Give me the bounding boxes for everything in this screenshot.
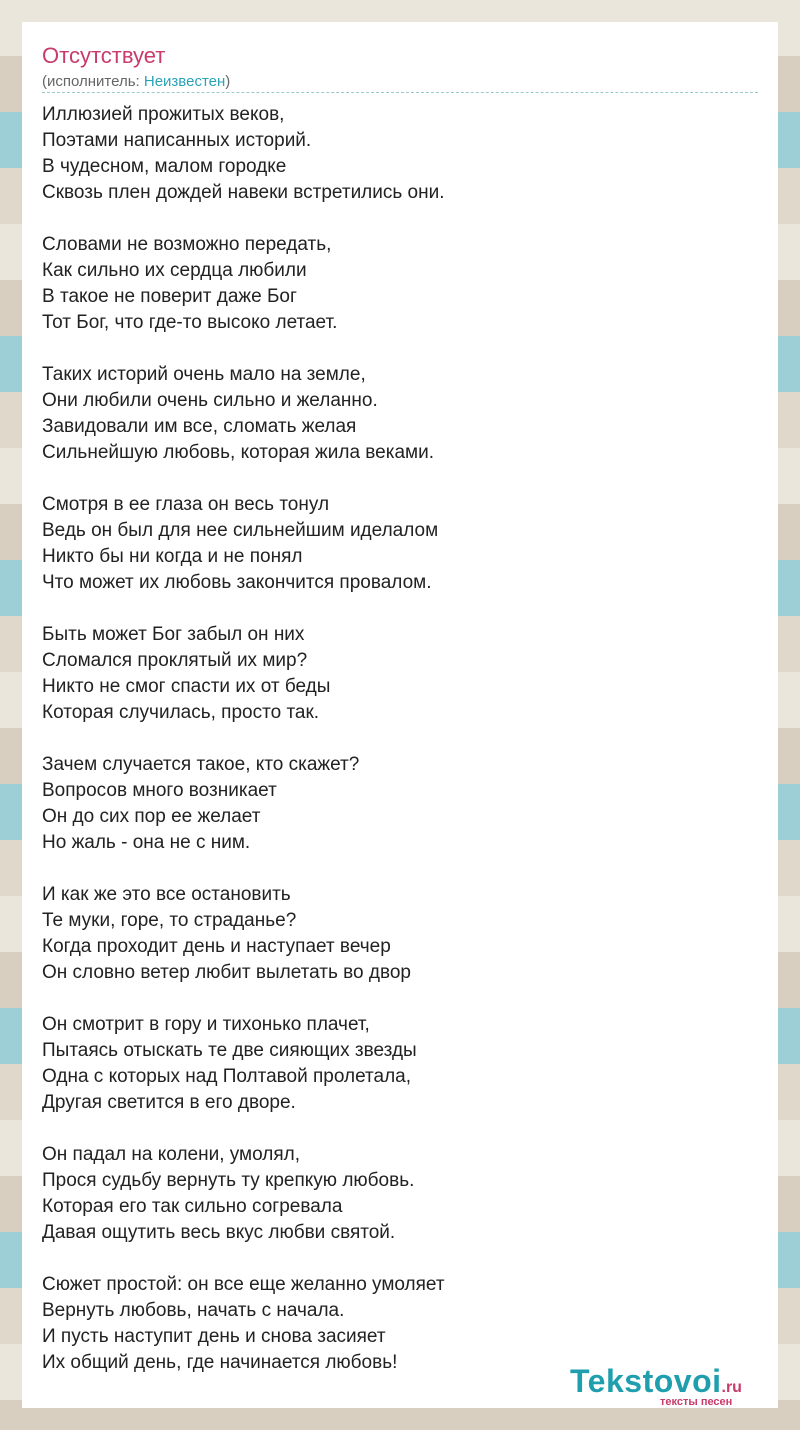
site-logo[interactable] bbox=[570, 1363, 742, 1408]
lyric-line: Прося судьбу вернуть ту крепкую любовь. bbox=[42, 1170, 415, 1191]
lyric-line: Они любили очень сильно и желанно. bbox=[42, 390, 378, 411]
stanza bbox=[42, 362, 758, 466]
lyric-line: И как же это все остановить bbox=[42, 884, 291, 905]
artist-suffix: ) bbox=[225, 73, 231, 90]
lyric-line: Никто не смог спасти их от беды bbox=[42, 676, 331, 697]
logo-tagline: тексты песен bbox=[660, 1396, 733, 1408]
lyric-line: Которая случилась, просто так. bbox=[42, 702, 320, 723]
logo-tld: .ru bbox=[721, 1379, 742, 1396]
stanza bbox=[42, 102, 758, 206]
lyric-line: Другая светится в его дворе. bbox=[42, 1092, 296, 1113]
logo-main-text: Tekstovoi bbox=[570, 1363, 722, 1399]
artist-prefix: (исполнитель: bbox=[42, 73, 144, 90]
lyric-line: В такое не поверит даже Бог bbox=[42, 286, 297, 307]
lyric-line: Сюжет простой: он все еще желанно умоляет bbox=[42, 1274, 445, 1295]
lyric-line: Одна с которых над Полтавой пролетала, bbox=[42, 1066, 412, 1087]
lyric-line: Что может их любовь закончится провалом. bbox=[42, 572, 432, 593]
song-title: Отсутствует bbox=[42, 43, 166, 68]
lyric-line: Он падал на колени, умолял, bbox=[42, 1144, 300, 1165]
lyric-line: Иллюзией прожитых веков, bbox=[42, 104, 285, 125]
lyric-line: Которая его так сильно согревала bbox=[42, 1196, 343, 1217]
lyric-line: Вернуть любовь, начать с начала. bbox=[42, 1300, 345, 1321]
lyric-line: Завидовали им все, сломать желая bbox=[42, 416, 357, 437]
lyric-line: Как сильно их сердца любили bbox=[42, 260, 307, 281]
lyric-line: Смотря в ее глаза он весь тонул bbox=[42, 494, 330, 515]
lyric-line: Таких историй очень мало на земле, bbox=[42, 364, 366, 385]
lyric-line: Он до сих пор ее желает bbox=[42, 806, 261, 827]
lyric-line: Те муки, горе, то страданье? bbox=[42, 910, 297, 931]
lyric-line: Словами не возможно передать, bbox=[42, 234, 332, 255]
lyric-line: Сквозь плен дождей навеки встретились они. bbox=[42, 182, 445, 203]
stanza bbox=[42, 882, 758, 986]
lyric-line: Никто бы ни когда и не понял bbox=[42, 546, 303, 567]
lyric-line: Сломался проклятый их мир? bbox=[42, 650, 308, 671]
stanza bbox=[42, 232, 758, 336]
lyrics-card bbox=[22, 22, 778, 1408]
lyric-line: Он словно ветер любит вылетать во двор bbox=[42, 962, 411, 983]
stanza bbox=[42, 622, 758, 726]
lyric-line: Давая ощутить весь вкус любви святой. bbox=[42, 1222, 396, 1243]
stanza bbox=[42, 1272, 758, 1376]
stanza bbox=[42, 752, 758, 856]
lyric-line: Их общий день, где начинается любовь! bbox=[42, 1352, 398, 1373]
lyric-line: Быть может Бог забыл он них bbox=[42, 624, 305, 645]
lyric-line: Он смотрит в гору и тихонько плачет, bbox=[42, 1014, 370, 1035]
lyric-line: Вопросов много возникает bbox=[42, 780, 277, 801]
stanza bbox=[42, 1012, 758, 1116]
lyrics-text bbox=[42, 102, 758, 1402]
lyric-line: Сильнейшую любовь, которая жила веками. bbox=[42, 442, 434, 463]
lyric-line: Когда проходит день и наступает вечер bbox=[42, 936, 391, 957]
stanza bbox=[42, 1142, 758, 1246]
artist-line bbox=[42, 72, 230, 92]
lyric-line: Пытаясь отыскать те две сияющих звезды bbox=[42, 1040, 417, 1061]
lyric-line: Зачем случается такое, кто скажет? bbox=[42, 754, 360, 775]
divider bbox=[42, 92, 758, 93]
artist-link[interactable]: Неизвестен bbox=[143, 73, 226, 90]
lyric-line: Тот Бог, что где-то высоко летает. bbox=[42, 312, 338, 333]
lyric-line: В чудесном, малом городке bbox=[42, 156, 287, 177]
lyric-line: И пусть наступит день и снова засияет bbox=[42, 1326, 386, 1347]
stanza bbox=[42, 492, 758, 596]
lyric-line: Поэтами написанных историй. bbox=[42, 130, 312, 151]
lyric-line: Ведь он был для нее сильнейшим иделалом bbox=[42, 520, 439, 541]
lyric-line: Но жаль - она не с ним. bbox=[42, 832, 251, 853]
